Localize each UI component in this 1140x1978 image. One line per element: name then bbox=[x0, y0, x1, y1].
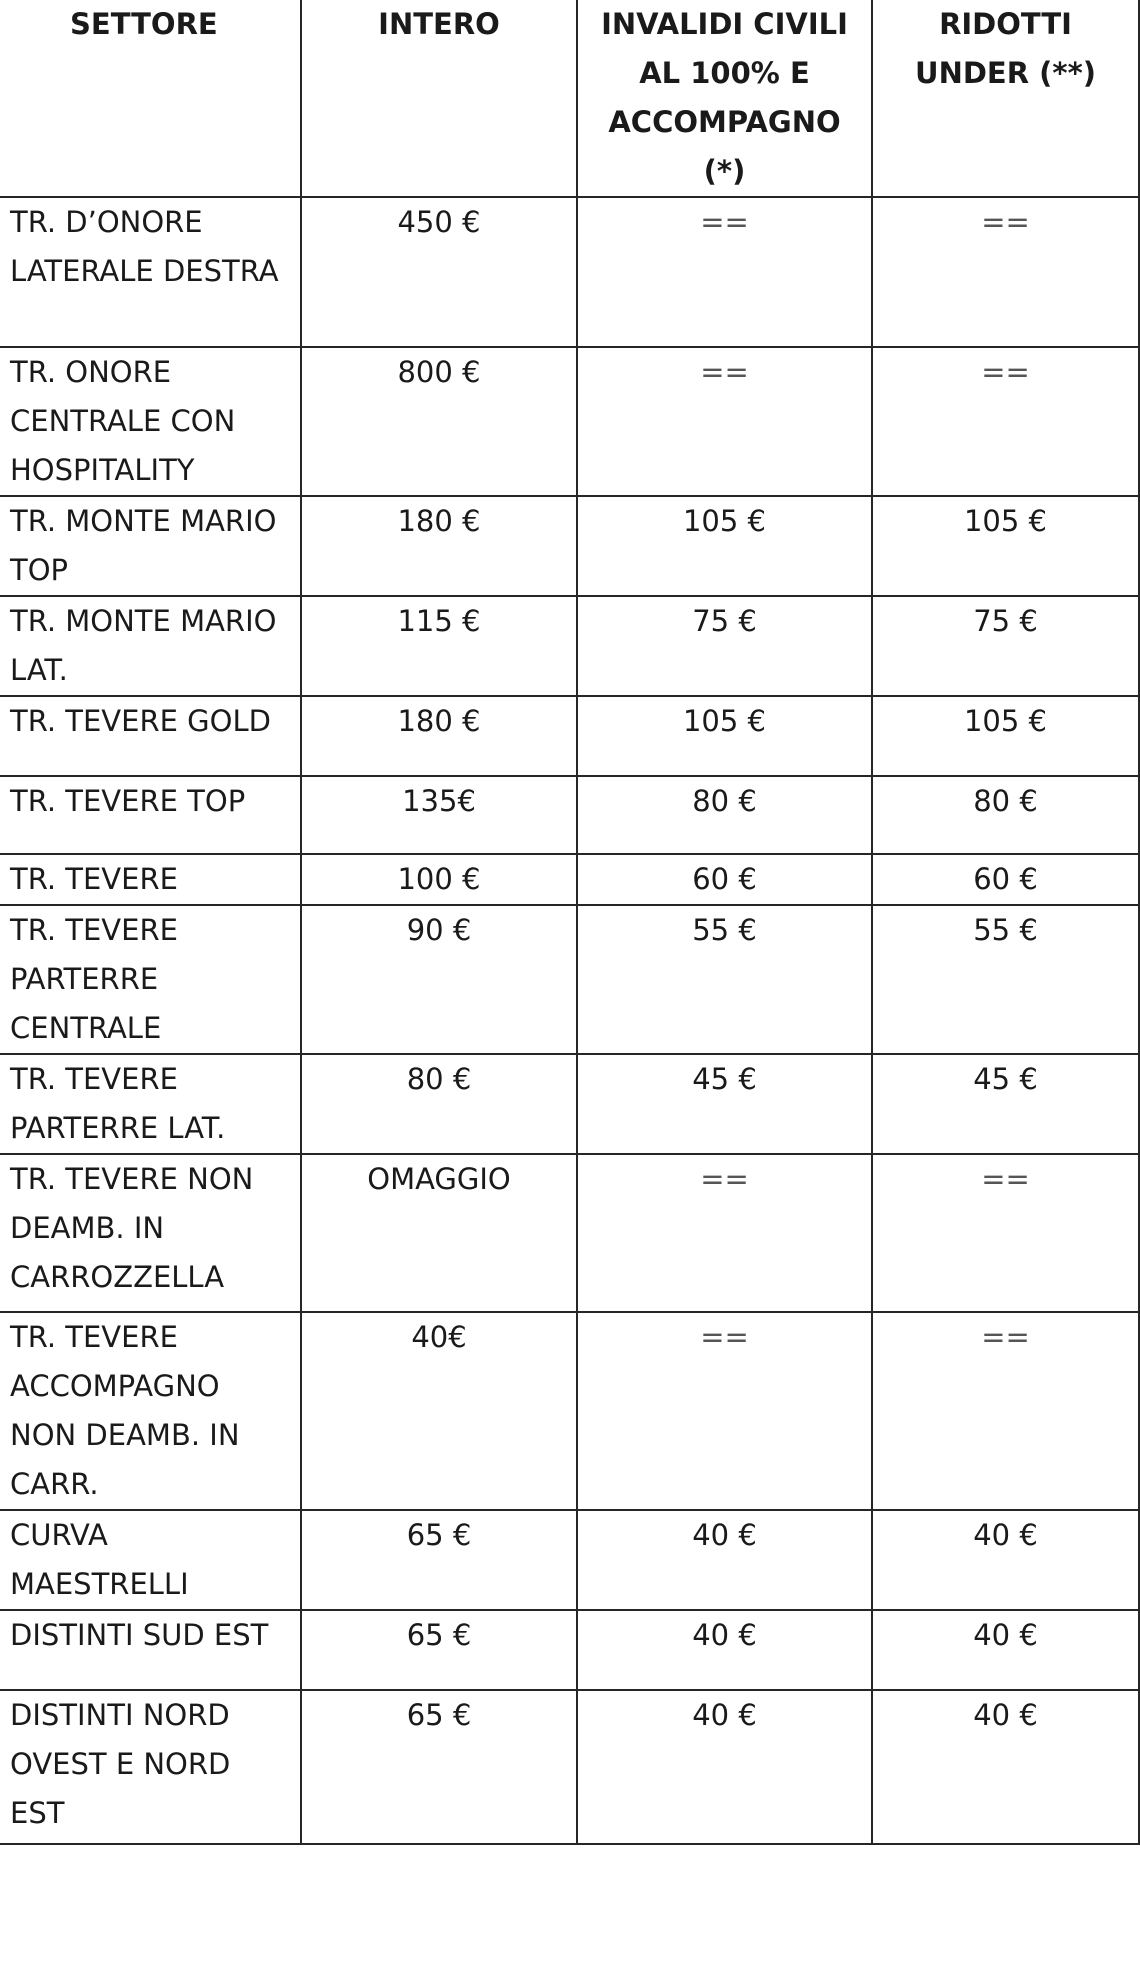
settore-cell: TR. TEVERE ACCOMPAGNO NON DEAMB. IN CARR. bbox=[0, 1312, 301, 1510]
invalidi-cell: 40 € bbox=[577, 1690, 872, 1844]
table-row bbox=[0, 1510, 1139, 1610]
table-row bbox=[0, 347, 1139, 496]
ridotti-cell: 45 € bbox=[872, 1054, 1139, 1154]
table-row bbox=[0, 596, 1139, 696]
table-row bbox=[0, 1154, 1139, 1312]
settore-cell: TR. TEVERE PARTERRE CENTRALE bbox=[0, 905, 301, 1054]
ridotti-cell: 75 € bbox=[872, 596, 1139, 696]
intero-cell: 80 € bbox=[301, 1054, 577, 1154]
table-row bbox=[0, 197, 1139, 347]
table-row bbox=[0, 696, 1139, 776]
invalidi-cell: 80 € bbox=[577, 776, 872, 854]
settore-cell: TR. TEVERE PARTERRE LAT. bbox=[0, 1054, 301, 1154]
ridotti-cell: == bbox=[872, 1154, 1139, 1312]
intero-cell: 100 € bbox=[301, 854, 577, 905]
intero-cell: 65 € bbox=[301, 1510, 577, 1610]
invalidi-cell: == bbox=[577, 197, 872, 347]
ridotti-cell: 40 € bbox=[872, 1610, 1139, 1690]
settore-cell: TR. MONTE MARIO TOP bbox=[0, 496, 301, 596]
invalidi-cell: 105 € bbox=[577, 496, 872, 596]
invalidi-cell: 105 € bbox=[577, 696, 872, 776]
ridotti-cell: 105 € bbox=[872, 496, 1139, 596]
settore-cell: TR. TEVERE TOP bbox=[0, 776, 301, 854]
header-invalidi-civili: INVALIDI CIVILI AL 100% E ACCOMPAGNO (*) bbox=[577, 0, 872, 197]
settore-cell: TR. TEVERE GOLD bbox=[0, 696, 301, 776]
ridotti-cell: 80 € bbox=[872, 776, 1139, 854]
settore-cell: TR. D’ONORE LATERALE DESTRA bbox=[0, 197, 301, 347]
invalidi-cell: 45 € bbox=[577, 1054, 872, 1154]
intero-cell: 800 € bbox=[301, 347, 577, 496]
ridotti-cell: 105 € bbox=[872, 696, 1139, 776]
table-row bbox=[0, 905, 1139, 1054]
header-settore: SETTORE bbox=[0, 0, 301, 197]
settore-cell: TR. MONTE MARIO LAT. bbox=[0, 596, 301, 696]
table-row bbox=[0, 776, 1139, 854]
table-body bbox=[0, 197, 1139, 1844]
settore-cell: DISTINTI NORD OVEST E NORD EST bbox=[0, 1690, 301, 1844]
table-row bbox=[0, 1312, 1139, 1510]
intero-cell: 40€ bbox=[301, 1312, 577, 1510]
ridotti-cell: == bbox=[872, 347, 1139, 496]
table-row bbox=[0, 1054, 1139, 1154]
ridotti-cell: 40 € bbox=[872, 1690, 1139, 1844]
intero-cell: 180 € bbox=[301, 496, 577, 596]
intero-cell: 65 € bbox=[301, 1690, 577, 1844]
invalidi-cell: 40 € bbox=[577, 1610, 872, 1690]
invalidi-cell: == bbox=[577, 1154, 872, 1312]
table-row bbox=[0, 1610, 1139, 1690]
invalidi-cell: 75 € bbox=[577, 596, 872, 696]
invalidi-cell: == bbox=[577, 347, 872, 496]
invalidi-cell: == bbox=[577, 1312, 872, 1510]
invalidi-cell: 40 € bbox=[577, 1510, 872, 1610]
table-header-row bbox=[0, 0, 1139, 197]
settore-cell: CURVA MAESTRELLI bbox=[0, 1510, 301, 1610]
intero-cell: 65 € bbox=[301, 1610, 577, 1690]
intero-cell: 90 € bbox=[301, 905, 577, 1054]
intero-cell: 180 € bbox=[301, 696, 577, 776]
table-row bbox=[0, 854, 1139, 905]
ridotti-cell: == bbox=[872, 197, 1139, 347]
ridotti-cell: 60 € bbox=[872, 854, 1139, 905]
settore-cell: TR. ONORE CENTRALE CON HOSPITALITY bbox=[0, 347, 301, 496]
settore-cell: TR. TEVERE bbox=[0, 854, 301, 905]
ridotti-cell: == bbox=[872, 1312, 1139, 1510]
intero-cell: OMAGGIO bbox=[301, 1154, 577, 1312]
invalidi-cell: 60 € bbox=[577, 854, 872, 905]
header-intero: INTERO bbox=[301, 0, 577, 197]
settore-cell: DISTINTI SUD EST bbox=[0, 1610, 301, 1690]
header-ridotti-under: RIDOTTI UNDER (**) bbox=[872, 0, 1139, 197]
intero-cell: 135€ bbox=[301, 776, 577, 854]
ridotti-cell: 55 € bbox=[872, 905, 1139, 1054]
ridotti-cell: 40 € bbox=[872, 1510, 1139, 1610]
settore-cell: TR. TEVERE NON DEAMB. IN CARROZZELLA bbox=[0, 1154, 301, 1312]
table-row bbox=[0, 496, 1139, 596]
intero-cell: 450 € bbox=[301, 197, 577, 347]
intero-cell: 115 € bbox=[301, 596, 577, 696]
table-row bbox=[0, 1690, 1139, 1844]
invalidi-cell: 55 € bbox=[577, 905, 872, 1054]
